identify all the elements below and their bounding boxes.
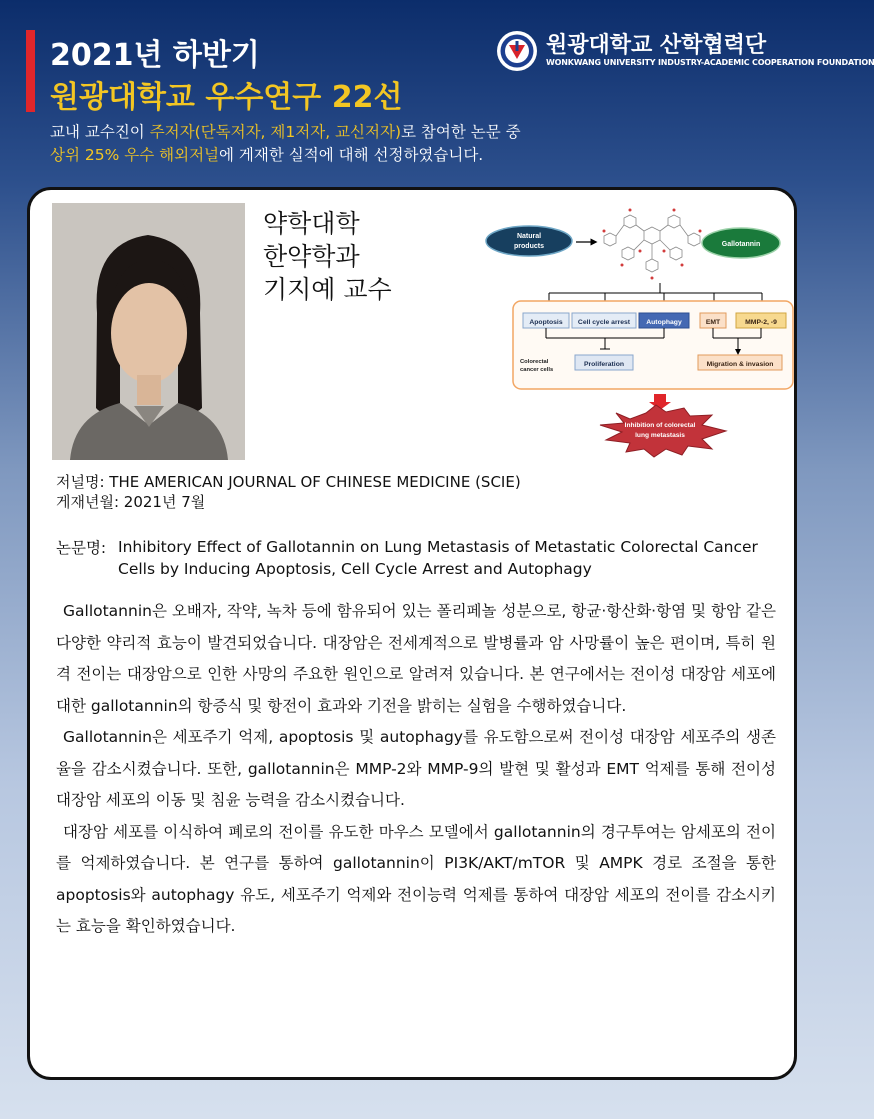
autophagy-label: Autophagy xyxy=(646,319,682,326)
college-name: 약학대학 xyxy=(263,209,360,238)
inhibition-starburst xyxy=(600,405,726,457)
migration-label: Migration & invasion xyxy=(706,361,774,368)
natural-products-node xyxy=(486,226,572,256)
emt-label: EMT xyxy=(705,319,721,326)
summary-paragraph-1: Gallotannin은 오배자, 작약, 녹차 등에 함유되어 있는 폴리페놀 성분으로, 항균·항산화·항염 및 항암 같은 다양한 약리적 효능이 발견되었습니다. 대장암은 전세계적으로 발병률과 암 사망률이 높은 편이며, 특히 원격 전이는 대장암으로 인한 사망의 주요한 원인으로 알려져 있습니다. 본 연구에서는 전이성 대장암 세포에 대한 gallotannin의 항증식 및 항전이 효과와 기전을 밝히는 실험을 수행하였습니다. xyxy=(56,602,776,715)
professor-name: 기지예 교수 xyxy=(263,275,392,304)
university-logo-icon xyxy=(496,30,538,72)
research-card xyxy=(27,187,797,1080)
mechanism-figure xyxy=(470,195,790,480)
mmp-label: MMP-2, -9 xyxy=(745,319,777,326)
page-title-line2: 원광대학교 우수연구 22선 xyxy=(50,80,403,115)
inhibition-label-1: Inhibition of colorectal xyxy=(624,422,696,429)
natural-products-label-1: Natural xyxy=(516,233,542,240)
colorectal-label-2: cancer cells xyxy=(520,367,554,373)
paper-title-label: 논문명: xyxy=(56,539,107,557)
summary-text xyxy=(56,596,776,943)
proliferation-label: Proliferation xyxy=(583,361,625,368)
inhibition-label-2: lung metastasis xyxy=(635,432,685,439)
colorectal-label-1: Colorectal xyxy=(520,359,549,365)
accent-bar xyxy=(26,30,35,112)
department-name: 한약학과 xyxy=(263,242,360,271)
page-title-line1: 2021년 하반기 xyxy=(50,38,260,73)
natural-products-label-2: products xyxy=(514,243,544,250)
gallotannin-structure xyxy=(604,215,700,272)
apoptosis-label: Apoptosis xyxy=(529,319,563,326)
paper-title: Inhibitory Effect of Gallotannin on Lung Metastasis of Metastatic Colorectal Cancer Cells by Inducing Apoptosis, Cell Cycle Arrest and Autophagy xyxy=(118,538,758,578)
gallotannin-label: Gallotannin xyxy=(721,241,761,248)
intro-line-2: 상위 25% 우수 해외저널에 게재한 실적에 대해 선정하였습니다. xyxy=(50,146,484,164)
professor-photo xyxy=(52,203,245,460)
intro-line-1: 교내 교수진이 주저자(단독저자, 제1저자, 교신저자)로 참여한 논문 중 xyxy=(50,123,521,141)
organization-name-en: WONKWANG UNIVERSITY INDUSTRY-ACADEMIC COOPERATION FOUNDATION xyxy=(546,58,874,67)
journal-name: 저널명: THE AMERICAN JOURNAL OF CHINESE MEDICINE (SCIE) xyxy=(56,473,521,491)
publication-date: 게재년월: 2021년 7월 xyxy=(56,493,206,511)
summary-paragraph-2: Gallotannin은 세포주기 억제, apoptosis 및 autophagy를 유도함으로써 전이성 대장암 세포주의 생존율을 감소시켰습니다. 또한, gallotannin은 MMP-2와 MMP-9의 발현 및 활성과 EMT 억제를 통해 전이성 대장암 세포의 이동 및 침윤 능력을 감소시켰습니다. xyxy=(56,728,776,809)
cell-cycle-label: Cell cycle arrest xyxy=(577,319,631,326)
organization-name: 원광대학교 산학협력단 xyxy=(546,33,767,58)
summary-paragraph-3: 대장암 세포를 이식하여 폐로의 전이를 유도한 마우스 모델에서 gallotannin의 경구투여는 암세포의 전이를 억제하였습니다. 본 연구를 통하여 gallotannin이 PI3K/AKT/mTOR 및 AMPK 경로 조절을 통한 apoptosis와 autophagy 유도, 세포주기 억제와 전이능력 억제를 통하여 대장암 세포의 전이를 감소시키는 효능을 확인하였습니다. xyxy=(56,822,776,935)
